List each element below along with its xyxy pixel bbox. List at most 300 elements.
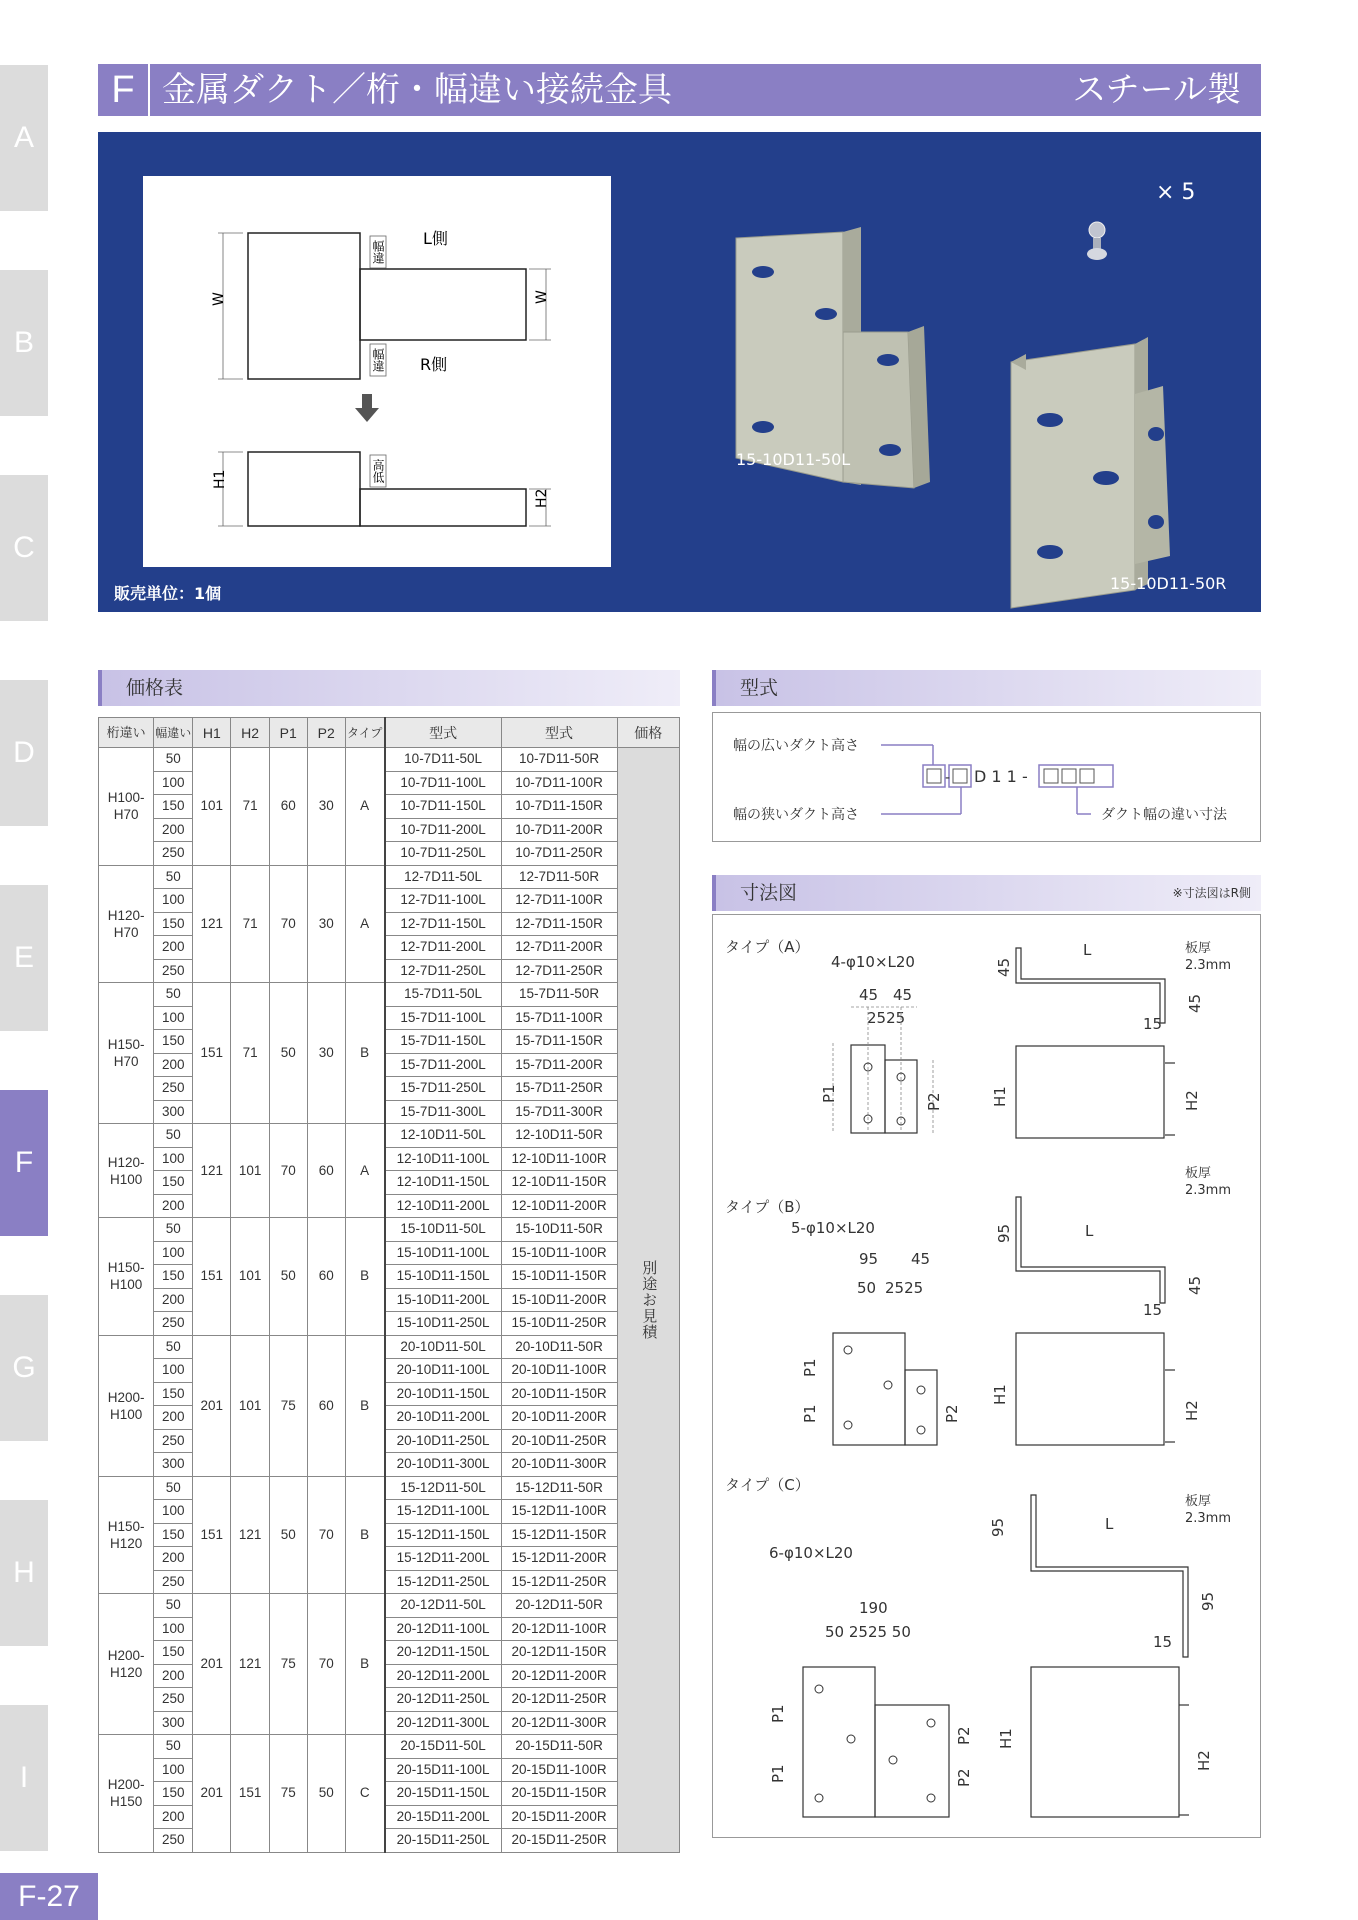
haba-cell: 100 (154, 1500, 193, 1524)
sales-unit: 販売単位：1個 (114, 584, 222, 603)
haba-cell: 150 (154, 912, 193, 936)
page-title: 金属ダクト／桁・幅違い接続金具 (162, 70, 672, 110)
type-c-p1b: P1 (769, 1764, 787, 1783)
wide-label: 幅の広いダクト高さ (733, 738, 859, 754)
model-r-cell: 20-10D11-300R (501, 1453, 617, 1477)
model-l-cell: 20-12D11-200L (385, 1664, 501, 1688)
table-row (99, 1523, 680, 1547)
model-l-cell: 15-10D11-50L (385, 1218, 501, 1242)
type-b-holes: 5-φ10×L20 (791, 1219, 875, 1237)
model-r-cell: 12-10D11-150R (501, 1171, 617, 1195)
price-cell: 別途お見積 (617, 748, 679, 1853)
haba-cell: 150 (154, 1641, 193, 1665)
type-cell: A (345, 748, 384, 866)
model-r-cell: 20-10D11-150R (501, 1382, 617, 1406)
p2-cell: 70 (307, 1476, 345, 1594)
model-r-cell: 20-12D11-250R (501, 1688, 617, 1712)
haba-cell: 100 (154, 1758, 193, 1782)
tab-i[interactable]: I (0, 1705, 48, 1851)
type-cell: B (345, 1476, 384, 1594)
price-table-body (99, 748, 680, 1853)
model-r-cell: 12-10D11-200R (501, 1194, 617, 1218)
type-a-thick-val: 2.3mm (1185, 958, 1232, 973)
haba-cell: 50 (154, 983, 193, 1007)
model-r-cell: 15-10D11-100R (501, 1241, 617, 1265)
h2-cell: 101 (231, 1335, 269, 1476)
model-l-cell: 10-7D11-250L (385, 842, 501, 866)
dim-section-heading (712, 875, 1261, 911)
dimension-drawings (712, 914, 1261, 1838)
col-haba: 幅違い (154, 718, 193, 748)
tab-h[interactable]: H (0, 1500, 48, 1646)
table-row (99, 1688, 680, 1712)
p2-cell: 30 (307, 748, 345, 866)
model-l-cell: 12-7D11-100L (385, 889, 501, 913)
table-row (99, 1030, 680, 1054)
haba-cell: 150 (154, 1782, 193, 1806)
model-r-cell: 20-10D11-50R (501, 1335, 617, 1359)
type-code: D 1 1 - (974, 767, 1028, 786)
model-r-cell: 20-10D11-200R (501, 1406, 617, 1430)
table-row (99, 1429, 680, 1453)
model-r-cell: 20-10D11-250R (501, 1429, 617, 1453)
table-row (99, 1218, 680, 1242)
table-row (99, 1805, 680, 1829)
keta-cell (99, 748, 154, 866)
type-cell: A (345, 1124, 384, 1218)
p1-cell: 75 (269, 1594, 307, 1735)
type-b-2525: 2525 (885, 1279, 924, 1297)
model-r-cell: 10-7D11-200R (501, 818, 617, 842)
table-row (99, 1711, 680, 1735)
type-section-heading (712, 670, 1261, 706)
model-r-cell: 15-7D11-100R (501, 1006, 617, 1030)
model-l-cell: 15-7D11-50L (385, 983, 501, 1007)
model-l-cell: 10-7D11-150L (385, 795, 501, 819)
diff-label: ダクト幅の違い寸法 (1101, 807, 1227, 823)
type-a-thick: 板厚 (1185, 941, 1212, 956)
model-l-cell: 20-10D11-200L (385, 1406, 501, 1430)
dim-w-left: W (211, 292, 227, 306)
h1-cell: 101 (193, 748, 231, 866)
haba-cell: 100 (154, 1241, 193, 1265)
col-model-l: 型式 (385, 718, 501, 748)
type-b-95: 95 (859, 1250, 879, 1268)
col-h2: H2 (231, 718, 269, 748)
model-l-cell: 15-12D11-200L (385, 1547, 501, 1571)
type-b-45: 45 (911, 1250, 931, 1268)
type-b-v95: 95 (995, 1223, 1013, 1243)
h2-cell: 121 (231, 1594, 269, 1735)
keta-line: H150 (109, 1794, 143, 1810)
model-l-cell: 15-12D11-250L (385, 1570, 501, 1594)
keta-line: H200- (107, 1389, 145, 1405)
model-r-cell: 15-10D11-250R (501, 1312, 617, 1336)
table-row (99, 1100, 680, 1124)
p1-cell: 60 (269, 748, 307, 866)
type-b-50: 50 (857, 1279, 877, 1297)
type-a-p1: P1 (820, 1084, 838, 1103)
h2-cell: 151 (231, 1735, 269, 1853)
haba-cell: 150 (154, 1523, 193, 1547)
model-r-cell: 15-12D11-250R (501, 1570, 617, 1594)
haba-cell: 50 (154, 1124, 193, 1148)
keta-line: H70 (113, 807, 139, 823)
tab-a[interactable]: A (0, 65, 48, 211)
model-r-cell: 12-7D11-200R (501, 936, 617, 960)
p1-cell: 50 (269, 983, 307, 1124)
model-l-cell: 20-12D11-100L (385, 1617, 501, 1641)
keta-line: H200- (107, 1777, 145, 1793)
model-r-cell: 20-15D11-250R (501, 1829, 617, 1853)
type-c-p1a: P1 (769, 1704, 787, 1723)
type-cell: B (345, 1594, 384, 1735)
haba-cell: 200 (154, 936, 193, 960)
p1-cell: 75 (269, 1735, 307, 1853)
haba-cell: 150 (154, 795, 193, 819)
model-r-cell: 12-7D11-150R (501, 912, 617, 936)
model-l-cell: 15-12D11-50L (385, 1476, 501, 1500)
model-l-cell: 20-12D11-250L (385, 1688, 501, 1712)
model-r-cell: 12-7D11-250R (501, 959, 617, 983)
type-c-p2a: P2 (955, 1726, 973, 1745)
material-label: スチール製 (1072, 70, 1241, 110)
table-row (99, 1476, 680, 1500)
model-r-cell: 20-15D11-50R (501, 1735, 617, 1759)
model-l-cell: 10-7D11-200L (385, 818, 501, 842)
type-a-h2: H2 (1183, 1090, 1201, 1111)
model-r-cell: 15-7D11-200R (501, 1053, 617, 1077)
keta-cell (99, 1594, 154, 1735)
tab-d[interactable]: D (0, 680, 48, 826)
p1-cell: 70 (269, 1124, 307, 1218)
product-illustration (678, 172, 1238, 612)
table-row (99, 1288, 680, 1312)
keta-line: H100 (109, 1171, 143, 1187)
keta-cell (99, 983, 154, 1124)
model-r-cell: 20-15D11-150R (501, 1782, 617, 1806)
keta-line: H100 (109, 1406, 143, 1422)
keta-line: H120- (107, 907, 145, 923)
type-b-l: L (1085, 1222, 1094, 1240)
type-c-thick: 板厚 (1185, 1494, 1212, 1509)
model-r-cell: 20-12D11-150R (501, 1641, 617, 1665)
haba-cell: 50 (154, 1735, 193, 1759)
haba-cell: 100 (154, 1359, 193, 1383)
p2-cell: 60 (307, 1218, 345, 1336)
model-l-cell: 20-12D11-150L (385, 1641, 501, 1665)
model-l-cell: 10-7D11-50L (385, 748, 501, 772)
svg-text:-: - (945, 770, 951, 786)
h2-cell: 121 (231, 1476, 269, 1594)
haba-cell: 100 (154, 1617, 193, 1641)
col-keta: 桁違い (99, 718, 154, 748)
model-l-cell: 20-15D11-100L (385, 1758, 501, 1782)
haba-cell: 50 (154, 1335, 193, 1359)
table-row (99, 1617, 680, 1641)
keta-line: H100 (109, 1277, 143, 1293)
dim-section-note: ※寸法図はR側 (1172, 886, 1251, 900)
haba-cell: 100 (154, 771, 193, 795)
h1-cell: 121 (193, 1124, 231, 1218)
table-row (99, 795, 680, 819)
haba-cell: 150 (154, 1030, 193, 1054)
product-hero (98, 132, 1261, 612)
haba-cell: 50 (154, 748, 193, 772)
model-r-cell: 12-7D11-100R (501, 889, 617, 913)
keta-line: H120 (109, 1665, 143, 1680)
haba-cell: 100 (154, 1006, 193, 1030)
p2-cell: 30 (307, 983, 345, 1124)
table-row (99, 983, 680, 1007)
tab-g[interactable]: G (0, 1295, 48, 1441)
model-l-cell: 15-12D11-150L (385, 1523, 501, 1547)
haba-cell: 150 (154, 1171, 193, 1195)
p1-cell: 50 (269, 1218, 307, 1336)
h2-cell: 101 (231, 1124, 269, 1218)
type-b-v15: 15 (1143, 1301, 1163, 1319)
type-a-l: L (1083, 941, 1092, 959)
product-label-right: 15-10D11-50R (1110, 574, 1227, 593)
h1-cell: 151 (193, 1476, 231, 1594)
haba-cell: 250 (154, 842, 193, 866)
r-side-label: R側 (420, 355, 448, 374)
haba-cell: 300 (154, 1711, 193, 1735)
type-b-thick-val: 2.3mm (1185, 1183, 1232, 1198)
table-row (99, 1265, 680, 1289)
type-c-v15: 15 (1153, 1633, 1173, 1651)
product-label-left: 15-10D11-50L (736, 450, 851, 469)
model-l-cell: 15-10D11-150L (385, 1265, 501, 1289)
table-row (99, 912, 680, 936)
model-l-cell: 20-10D11-50L (385, 1335, 501, 1359)
type-code-box (712, 712, 1261, 842)
haba-cell: 50 (154, 1594, 193, 1618)
model-r-cell: 15-7D11-250R (501, 1077, 617, 1101)
model-r-cell: 15-12D11-50R (501, 1476, 617, 1500)
haba-cell: 200 (154, 1406, 193, 1430)
h2-cell: 71 (231, 748, 269, 866)
model-l-cell: 12-7D11-200L (385, 936, 501, 960)
model-l-cell: 20-12D11-300L (385, 1711, 501, 1735)
keta-cell (99, 865, 154, 983)
model-r-cell: 15-10D11-200R (501, 1288, 617, 1312)
haba-cell: 250 (154, 1312, 193, 1336)
table-row (99, 748, 680, 772)
keta-cell (99, 1735, 154, 1853)
type-cell: C (345, 1735, 384, 1853)
narrow-label: 幅の狭いダクト高さ (733, 807, 859, 823)
type-a-45a: 45 (859, 986, 879, 1004)
p1-cell: 75 (269, 1335, 307, 1476)
table-row (99, 842, 680, 866)
model-l-cell: 12-7D11-250L (385, 959, 501, 983)
haba-cell: 100 (154, 889, 193, 913)
dim-h1: H1 (212, 469, 228, 489)
h2-cell: 101 (231, 1218, 269, 1336)
haba-cell: 250 (154, 959, 193, 983)
type-a-holes: 4-φ10×L20 (831, 953, 915, 971)
model-l-cell: 10-7D11-100L (385, 771, 501, 795)
haba-cell: 100 (154, 1147, 193, 1171)
table-row (99, 936, 680, 960)
bolt-icon (1087, 222, 1107, 260)
keta-line: H70 (113, 1054, 139, 1069)
type-c-dims: 50 2525 50 (825, 1623, 911, 1641)
type-section-title: 型式 (740, 677, 779, 699)
model-l-cell: 12-7D11-150L (385, 912, 501, 936)
haba-cell: 200 (154, 1288, 193, 1312)
p1-cell: 70 (269, 865, 307, 983)
keta-line: H150- (107, 1260, 145, 1276)
model-l-cell: 20-15D11-250L (385, 1829, 501, 1853)
type-a-45b: 45 (893, 986, 913, 1004)
type-cell: A (345, 865, 384, 983)
table-row (99, 865, 680, 889)
table-row (99, 1077, 680, 1101)
model-l-cell: 15-7D11-150L (385, 1030, 501, 1054)
type-b-p1a: P1 (801, 1358, 819, 1377)
concept-diagram-svg (143, 176, 611, 567)
model-r-cell: 15-10D11-50R (501, 1218, 617, 1242)
haba-cell: 200 (154, 818, 193, 842)
h1-cell: 151 (193, 1218, 231, 1336)
model-r-cell: 12-7D11-50R (501, 865, 617, 889)
p2-cell: 60 (307, 1335, 345, 1476)
haba-cell: 250 (154, 1077, 193, 1101)
model-r-cell: 15-7D11-50R (501, 983, 617, 1007)
model-l-cell: 15-10D11-200L (385, 1288, 501, 1312)
p2-cell: 30 (307, 865, 345, 983)
h1-cell: 151 (193, 983, 231, 1124)
haba-cell: 300 (154, 1453, 193, 1477)
section-tabs (0, 0, 50, 1920)
table-row (99, 1382, 680, 1406)
model-l-cell: 12-10D11-150L (385, 1171, 501, 1195)
h2-cell: 71 (231, 865, 269, 983)
price-table-header (99, 718, 680, 748)
table-row (99, 1758, 680, 1782)
h1-cell: 201 (193, 1594, 231, 1735)
haba-cell: 250 (154, 1570, 193, 1594)
type-c-h2: H2 (1195, 1750, 1213, 1771)
table-row (99, 1829, 680, 1853)
model-l-cell: 15-10D11-100L (385, 1241, 501, 1265)
model-l-cell: 20-12D11-50L (385, 1594, 501, 1618)
dim-section-title: 寸法図 (740, 882, 798, 904)
table-row (99, 1194, 680, 1218)
type-b-h1: H1 (991, 1384, 1009, 1405)
type-c-holes: 6-φ10×L20 (769, 1544, 853, 1562)
haba-cell: 250 (154, 1688, 193, 1712)
koutei-label: 高低 (371, 459, 385, 483)
price-table (98, 717, 680, 1853)
type-c-l: L (1105, 1515, 1114, 1533)
model-r-cell: 12-10D11-50R (501, 1124, 617, 1148)
type-a-v45b: 45 (1186, 993, 1204, 1013)
p2-cell: 70 (307, 1594, 345, 1735)
model-l-cell: 15-7D11-300L (385, 1100, 501, 1124)
table-row (99, 1453, 680, 1477)
tab-b[interactable]: B (0, 270, 48, 416)
down-arrow-icon (355, 394, 379, 422)
keta-line: H150- (107, 1518, 145, 1534)
table-row (99, 771, 680, 795)
table-row (99, 1406, 680, 1430)
model-r-cell: 15-12D11-150R (501, 1523, 617, 1547)
model-l-cell: 20-15D11-50L (385, 1735, 501, 1759)
keta-line: H150- (107, 1037, 145, 1052)
tab-f[interactable]: F (0, 1090, 48, 1236)
col-h1: H1 (193, 718, 231, 748)
table-row (99, 1500, 680, 1524)
table-row (99, 1547, 680, 1571)
keta-cell (99, 1476, 154, 1594)
model-r-cell: 20-15D11-100R (501, 1758, 617, 1782)
col-price: 価格 (617, 718, 679, 748)
haba-cell: 50 (154, 1218, 193, 1242)
tab-e[interactable]: E (0, 885, 48, 1031)
type-c-label: タイプ（C） (725, 1476, 810, 1494)
haba-cell: 200 (154, 1547, 193, 1571)
col-p2: P2 (307, 718, 345, 748)
table-row (99, 1053, 680, 1077)
table-row (99, 1570, 680, 1594)
haba-cell: 200 (154, 1664, 193, 1688)
haba-top: 幅違 (371, 240, 385, 264)
keta-cell (99, 1335, 154, 1476)
type-c-v95a: 95 (989, 1517, 1007, 1537)
haba-cell: 150 (154, 1265, 193, 1289)
keta-cell (99, 1218, 154, 1336)
dimension-drawings-svg (713, 915, 1260, 1837)
type-c-thick-val: 2.3mm (1185, 1511, 1232, 1526)
type-b-p2: P2 (943, 1404, 961, 1423)
price-section-title: 価格表 (126, 677, 184, 699)
table-row (99, 1147, 680, 1171)
model-r-cell: 10-7D11-50R (501, 748, 617, 772)
model-r-cell: 20-12D11-50R (501, 1594, 617, 1618)
model-r-cell: 20-12D11-100R (501, 1617, 617, 1641)
haba-cell: 150 (154, 1382, 193, 1406)
model-l-cell: 15-7D11-250L (385, 1077, 501, 1101)
haba-bottom: 幅違 (371, 348, 385, 372)
model-l-cell: 20-10D11-250L (385, 1429, 501, 1453)
model-r-cell: 20-12D11-300R (501, 1711, 617, 1735)
table-row (99, 1735, 680, 1759)
type-cell: B (345, 1218, 384, 1336)
table-row (99, 1124, 680, 1148)
p2-cell: 60 (307, 1124, 345, 1218)
model-l-cell: 15-7D11-100L (385, 1006, 501, 1030)
price-section-heading (98, 670, 680, 706)
type-b-p1b: P1 (801, 1404, 819, 1423)
tab-c[interactable]: C (0, 475, 48, 621)
type-b-label: タイプ（B） (725, 1198, 810, 1216)
model-r-cell: 15-12D11-200R (501, 1547, 617, 1571)
model-r-cell: 12-10D11-100R (501, 1147, 617, 1171)
bracket-left (736, 227, 930, 488)
table-row (99, 1594, 680, 1618)
table-row (99, 1335, 680, 1359)
col-type: タイプ (345, 718, 384, 748)
table-row (99, 959, 680, 983)
type-c-v95b: 95 (1199, 1591, 1217, 1611)
model-l-cell: 20-15D11-150L (385, 1782, 501, 1806)
model-l-cell: 20-15D11-200L (385, 1805, 501, 1829)
col-model-r: 型式 (501, 718, 617, 748)
h1-cell: 201 (193, 1335, 231, 1476)
